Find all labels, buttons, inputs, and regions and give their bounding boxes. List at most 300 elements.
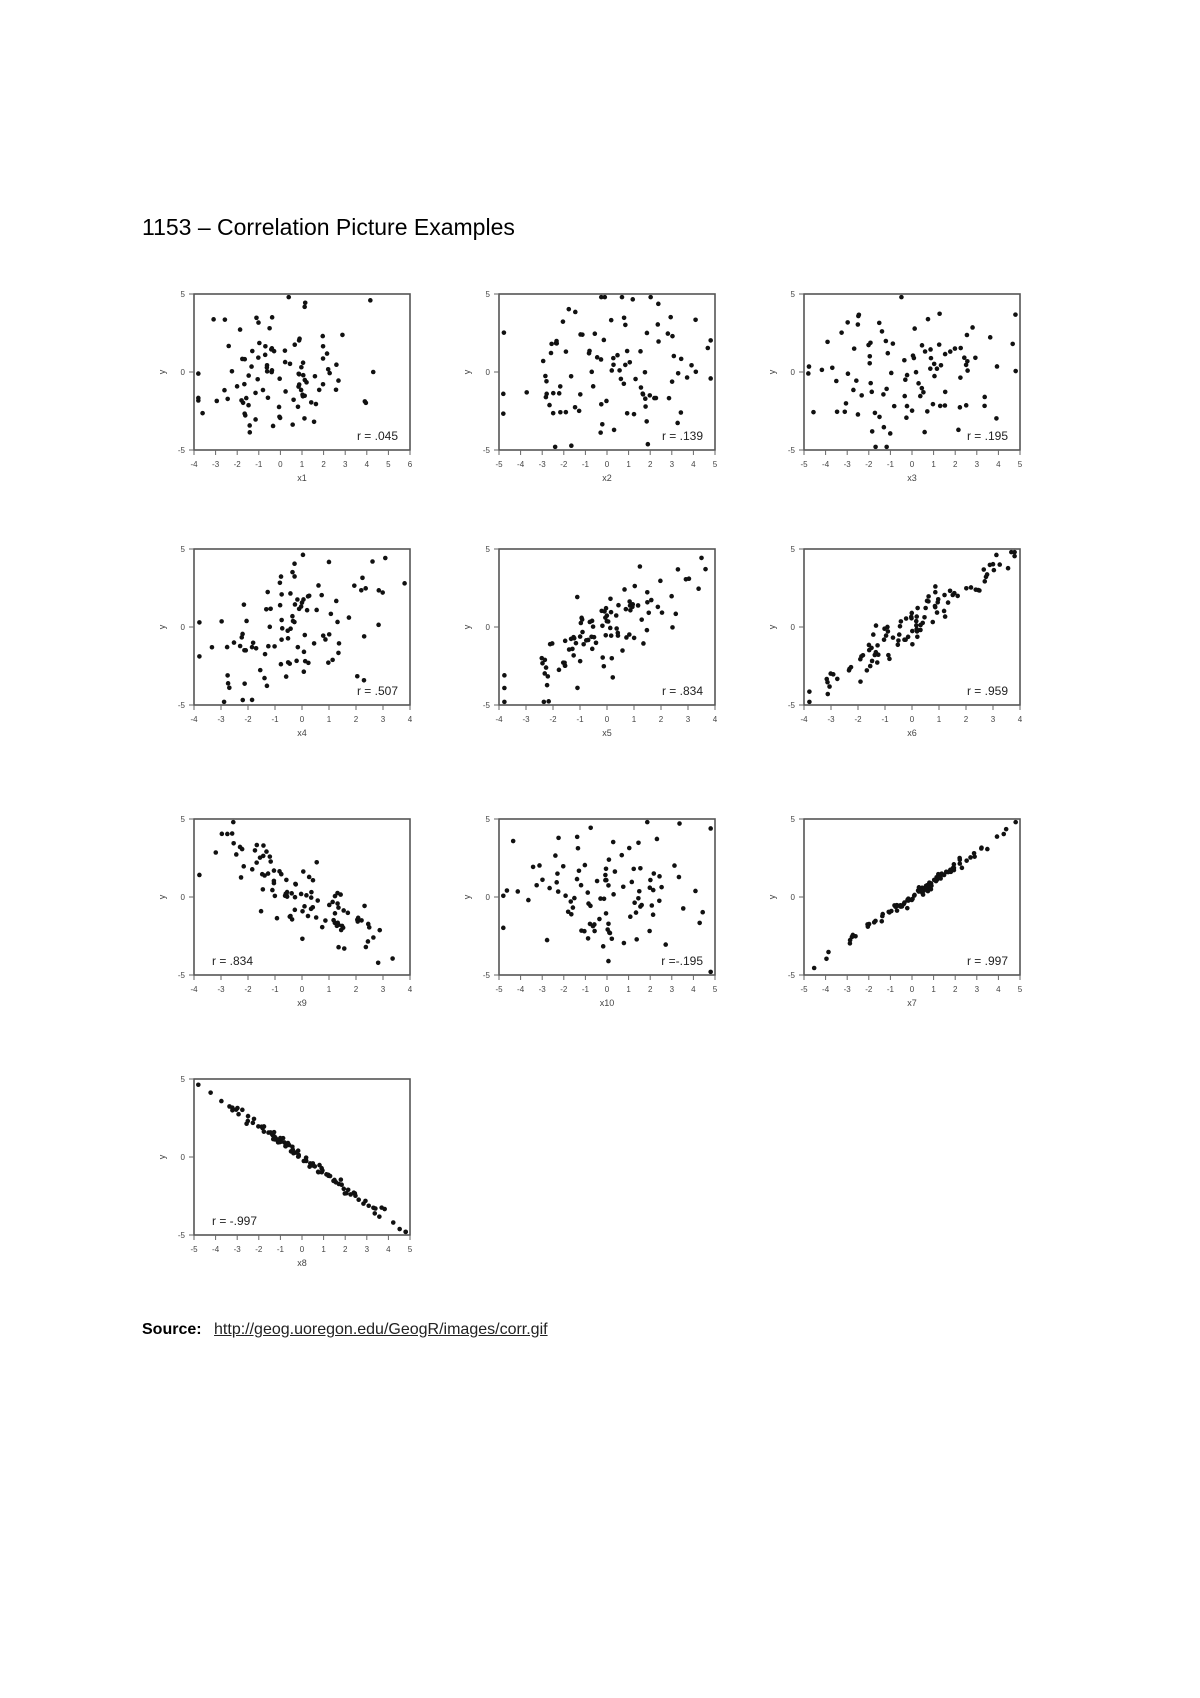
data-point	[633, 377, 638, 382]
data-point	[564, 410, 569, 415]
data-point	[240, 632, 245, 637]
data-point	[311, 878, 316, 883]
data-point	[848, 941, 853, 946]
data-point	[886, 629, 891, 634]
data-point	[232, 640, 237, 645]
data-point	[964, 586, 969, 591]
data-point	[670, 625, 675, 630]
x-tick-label: -1	[271, 715, 279, 724]
data-point	[568, 899, 573, 904]
data-point	[892, 404, 897, 409]
y-tick-label: 5	[790, 815, 795, 824]
y-axis-label: y	[767, 369, 777, 375]
x-tick-label: 1	[321, 1245, 326, 1254]
data-point	[675, 421, 680, 426]
data-point	[549, 351, 554, 356]
data-point	[370, 559, 375, 564]
data-point	[970, 325, 975, 330]
data-point	[588, 825, 593, 830]
data-point	[293, 908, 298, 913]
data-point	[651, 912, 656, 917]
data-point	[915, 635, 920, 640]
data-point	[603, 633, 608, 638]
y-axis-label: y	[462, 369, 472, 375]
data-point	[557, 668, 562, 673]
data-point	[196, 1082, 201, 1087]
data-point	[835, 677, 840, 682]
data-point	[669, 594, 674, 599]
data-point	[965, 368, 970, 373]
data-point	[904, 616, 909, 621]
correlation-label: r = .834	[661, 684, 703, 698]
data-point	[1006, 566, 1011, 571]
data-point	[336, 378, 341, 383]
data-point	[255, 377, 260, 382]
data-point	[263, 353, 268, 358]
data-point	[327, 560, 332, 565]
data-point	[376, 961, 381, 966]
data-point	[214, 399, 219, 404]
data-point	[910, 408, 915, 413]
data-point	[537, 863, 542, 868]
y-tick-label: 5	[180, 545, 185, 554]
data-point	[620, 648, 625, 653]
data-point	[936, 875, 941, 880]
data-point	[611, 840, 616, 845]
data-point	[933, 584, 938, 589]
data-point	[551, 391, 556, 396]
data-point	[280, 626, 285, 631]
data-point	[583, 863, 588, 868]
data-point	[578, 634, 583, 639]
data-point	[380, 590, 385, 595]
y-tick-label: -5	[177, 1231, 185, 1240]
data-point	[938, 404, 943, 409]
data-point	[290, 570, 295, 575]
y-axis-label: y	[157, 1154, 167, 1160]
data-point	[575, 595, 580, 600]
data-point	[219, 1099, 224, 1104]
x-tick-label: 3	[974, 460, 980, 469]
data-point	[266, 644, 271, 649]
data-point	[637, 889, 642, 894]
correlation-label: r =-.195	[661, 954, 703, 968]
x-tick-label: 2	[952, 985, 958, 994]
data-point	[286, 295, 291, 300]
data-point	[314, 860, 319, 865]
data-point	[699, 556, 704, 561]
data-point	[343, 1191, 348, 1196]
y-tick-label: 5	[180, 1075, 185, 1084]
data-point	[246, 403, 251, 408]
data-point	[309, 890, 314, 895]
y-tick-label: -5	[177, 701, 185, 710]
data-point	[382, 1207, 387, 1212]
data-point	[572, 896, 577, 901]
data-point	[265, 363, 270, 368]
data-point	[241, 864, 246, 869]
y-axis-label: y	[462, 624, 472, 630]
data-point	[283, 360, 288, 365]
y-tick-label: 5	[790, 290, 795, 299]
data-point	[995, 364, 1000, 369]
data-point	[267, 625, 272, 630]
x-tick-label: 4	[712, 715, 718, 724]
x-tick-label: 1	[931, 985, 936, 994]
data-point	[320, 334, 325, 339]
data-point	[579, 616, 584, 621]
data-point	[277, 869, 282, 874]
data-point	[854, 378, 859, 383]
data-point	[545, 683, 550, 688]
data-point	[265, 684, 270, 689]
data-point	[929, 356, 934, 361]
data-point	[283, 348, 288, 353]
x-tick-label: -4	[212, 1245, 220, 1254]
data-point	[368, 298, 373, 303]
data-point	[267, 326, 272, 331]
data-point	[541, 359, 546, 364]
data-point	[578, 659, 583, 664]
data-point	[602, 295, 607, 300]
data-point	[955, 594, 960, 599]
data-point	[249, 364, 254, 369]
data-point	[272, 868, 277, 873]
data-point	[673, 612, 678, 617]
data-point	[225, 832, 230, 837]
data-point	[610, 675, 615, 680]
x-tick-label: 3	[669, 985, 675, 994]
data-point	[243, 648, 248, 653]
data-point	[337, 641, 342, 646]
data-point	[364, 401, 369, 406]
data-point	[865, 668, 870, 673]
data-point	[982, 579, 987, 584]
data-point	[238, 327, 243, 332]
correlation-label: r = .139	[661, 429, 703, 443]
scatter-svg	[760, 290, 1030, 510]
data-point	[347, 615, 352, 620]
plot-frame	[804, 294, 1020, 450]
y-tick-label: 5	[485, 545, 490, 554]
data-point	[600, 422, 605, 427]
y-tick-label: -5	[787, 971, 795, 980]
data-point	[273, 894, 278, 899]
plot-frame	[499, 819, 715, 975]
data-point	[679, 410, 684, 415]
data-point	[271, 1131, 276, 1136]
data-point	[645, 590, 650, 595]
scatter-svg	[455, 545, 725, 765]
data-point	[644, 419, 649, 424]
data-point	[839, 330, 844, 335]
data-point	[645, 820, 650, 825]
data-point	[261, 843, 266, 848]
data-point	[554, 339, 559, 344]
x-tick-label: -4	[190, 715, 198, 724]
data-point	[331, 1179, 336, 1184]
data-point	[663, 942, 668, 947]
data-point	[600, 655, 605, 660]
data-point	[288, 591, 293, 596]
y-axis-label: y	[157, 624, 167, 630]
data-point	[362, 678, 367, 683]
data-point	[501, 411, 506, 416]
data-point	[197, 654, 202, 659]
data-point	[889, 909, 894, 914]
data-point	[962, 355, 967, 360]
data-point	[910, 629, 915, 634]
data-point	[632, 636, 637, 641]
data-point	[870, 659, 875, 664]
data-point	[279, 637, 284, 642]
x-tick-label: 2	[963, 715, 969, 724]
data-point	[645, 600, 650, 605]
y-tick-label: -5	[787, 446, 795, 455]
data-point	[558, 410, 563, 415]
data-point	[546, 699, 551, 704]
data-point	[666, 331, 671, 336]
data-point	[932, 374, 937, 379]
data-point	[242, 357, 247, 362]
data-point	[921, 892, 926, 897]
data-point	[326, 367, 331, 372]
x-tick-label: 6	[407, 460, 413, 469]
data-point	[708, 826, 713, 831]
data-point	[250, 698, 255, 703]
data-point	[301, 373, 306, 378]
data-point	[547, 403, 552, 408]
x-axis-label: x5	[602, 728, 612, 738]
data-point	[547, 886, 552, 891]
y-axis-label: y	[157, 894, 167, 900]
data-point	[292, 561, 297, 566]
x-tick-label: 1	[326, 715, 332, 724]
data-point	[301, 360, 306, 365]
data-point	[905, 404, 910, 409]
data-point	[924, 887, 929, 892]
data-point	[631, 867, 636, 872]
data-point	[603, 878, 608, 883]
x-tick-label: -3	[538, 460, 546, 469]
data-point	[272, 879, 277, 884]
data-point	[957, 861, 962, 866]
source-link[interactable]: http://geog.uoregon.edu/GeogR/images/corr.gif	[214, 1321, 548, 1338]
scatter-svg	[455, 290, 725, 510]
data-point	[866, 924, 871, 929]
data-point	[554, 880, 559, 885]
y-tick-label: 0	[485, 623, 490, 632]
y-tick-label: 5	[485, 290, 490, 299]
correlation-label: r = .997	[966, 954, 1008, 968]
data-point	[1012, 550, 1017, 555]
data-point	[887, 657, 892, 662]
x-tick-label: 2	[321, 460, 326, 469]
data-point	[356, 1197, 361, 1202]
x-tick-label: 5	[1017, 460, 1023, 469]
data-point	[958, 405, 963, 410]
data-point	[603, 873, 608, 878]
data-point	[276, 1139, 281, 1144]
scatter-plot-x6	[760, 545, 1030, 765]
data-point	[636, 896, 641, 901]
data-point	[918, 623, 923, 628]
data-point	[844, 401, 849, 406]
data-point	[531, 865, 536, 870]
data-point	[929, 883, 934, 888]
data-point	[524, 390, 529, 395]
data-point	[1013, 312, 1018, 317]
data-point	[964, 363, 969, 368]
data-point	[956, 428, 961, 433]
scatter-svg	[760, 815, 1030, 1035]
data-point	[562, 660, 567, 665]
data-point	[579, 883, 584, 888]
data-point	[827, 684, 832, 689]
data-point	[958, 346, 963, 351]
data-point	[677, 821, 682, 826]
data-point	[575, 877, 580, 882]
data-point	[968, 855, 973, 860]
x-axis-label: x7	[907, 998, 917, 1008]
data-point	[910, 897, 915, 902]
data-point	[936, 597, 941, 602]
data-point	[196, 371, 201, 376]
data-point	[914, 370, 919, 375]
data-point	[807, 689, 812, 694]
data-point	[915, 629, 920, 634]
data-point	[935, 366, 940, 371]
data-point	[958, 857, 963, 862]
data-point	[526, 898, 531, 903]
data-point	[542, 700, 547, 705]
data-point	[679, 357, 684, 362]
data-point	[888, 431, 893, 436]
data-point	[926, 594, 931, 599]
x-tick-label: -3	[212, 460, 220, 469]
data-point	[303, 659, 308, 664]
data-point	[264, 849, 269, 854]
data-point	[289, 891, 294, 896]
data-point	[693, 317, 698, 322]
y-tick-label: 0	[790, 368, 795, 377]
x-tick-label: -4	[495, 715, 503, 724]
data-point	[935, 610, 940, 615]
data-point	[230, 831, 235, 836]
x-axis-label: x4	[297, 728, 307, 738]
data-point	[219, 619, 224, 624]
data-point	[339, 928, 344, 933]
data-point	[851, 933, 856, 938]
data-point	[270, 315, 275, 320]
scatter-plot-x4	[150, 545, 420, 765]
data-point	[244, 619, 249, 624]
data-point	[634, 937, 639, 942]
x-tick-label: -1	[886, 985, 894, 994]
data-point	[609, 318, 614, 323]
data-point	[976, 588, 981, 593]
x-tick-label: 3	[364, 1245, 370, 1254]
data-point	[613, 869, 618, 874]
data-point	[866, 343, 871, 348]
data-point	[290, 422, 295, 427]
data-point	[895, 903, 900, 908]
data-point	[995, 834, 1000, 839]
data-point	[213, 850, 218, 855]
x-tick-label: 4	[407, 715, 413, 724]
data-point	[390, 956, 395, 961]
data-point	[651, 871, 656, 876]
data-point	[339, 1177, 344, 1182]
data-point	[534, 883, 539, 888]
data-point	[648, 295, 653, 300]
data-point	[225, 673, 230, 678]
x-tick-label: 3	[685, 715, 691, 724]
data-point	[700, 910, 705, 915]
x-tick-label: 4	[691, 460, 696, 469]
data-point	[623, 363, 628, 368]
data-point	[585, 890, 590, 895]
data-point	[619, 853, 624, 858]
data-point	[330, 900, 335, 905]
data-point	[880, 329, 885, 334]
x-tick-label: 5	[712, 460, 718, 469]
data-point	[544, 392, 549, 397]
data-point	[655, 322, 660, 327]
data-point	[341, 908, 346, 913]
data-point	[602, 609, 607, 614]
data-point	[672, 354, 677, 359]
data-point	[279, 592, 284, 597]
data-point	[880, 914, 885, 919]
correlation-label: r = .045	[356, 429, 398, 443]
x-tick-label: -4	[517, 985, 525, 994]
data-point	[621, 884, 626, 889]
data-point	[595, 355, 600, 360]
x-tick-label: -5	[800, 985, 808, 994]
data-point	[253, 391, 258, 396]
plot-frame	[499, 294, 715, 450]
x-tick-label: 3	[990, 715, 996, 724]
data-point	[640, 391, 645, 396]
data-point	[873, 445, 878, 450]
data-point	[656, 302, 661, 307]
data-point	[586, 936, 591, 941]
data-point	[264, 607, 269, 612]
data-point	[667, 396, 672, 401]
x-tick-label: 0	[299, 985, 305, 994]
data-point	[599, 402, 604, 407]
data-point	[231, 820, 236, 825]
data-point	[958, 375, 963, 380]
data-point	[334, 599, 339, 604]
data-point	[708, 338, 713, 343]
data-point	[620, 295, 625, 300]
data-point	[306, 914, 311, 919]
data-point	[589, 370, 594, 375]
y-tick-label: -5	[177, 971, 185, 980]
x-tick-label: 0	[299, 1245, 305, 1254]
data-point	[266, 395, 271, 400]
data-point	[632, 900, 637, 905]
data-point	[602, 664, 607, 669]
correlation-label: r = .959	[966, 684, 1008, 698]
data-point	[314, 915, 319, 920]
data-point	[928, 347, 933, 352]
data-point	[981, 567, 986, 572]
x-axis-label: x2	[602, 473, 612, 483]
data-point	[611, 892, 616, 897]
